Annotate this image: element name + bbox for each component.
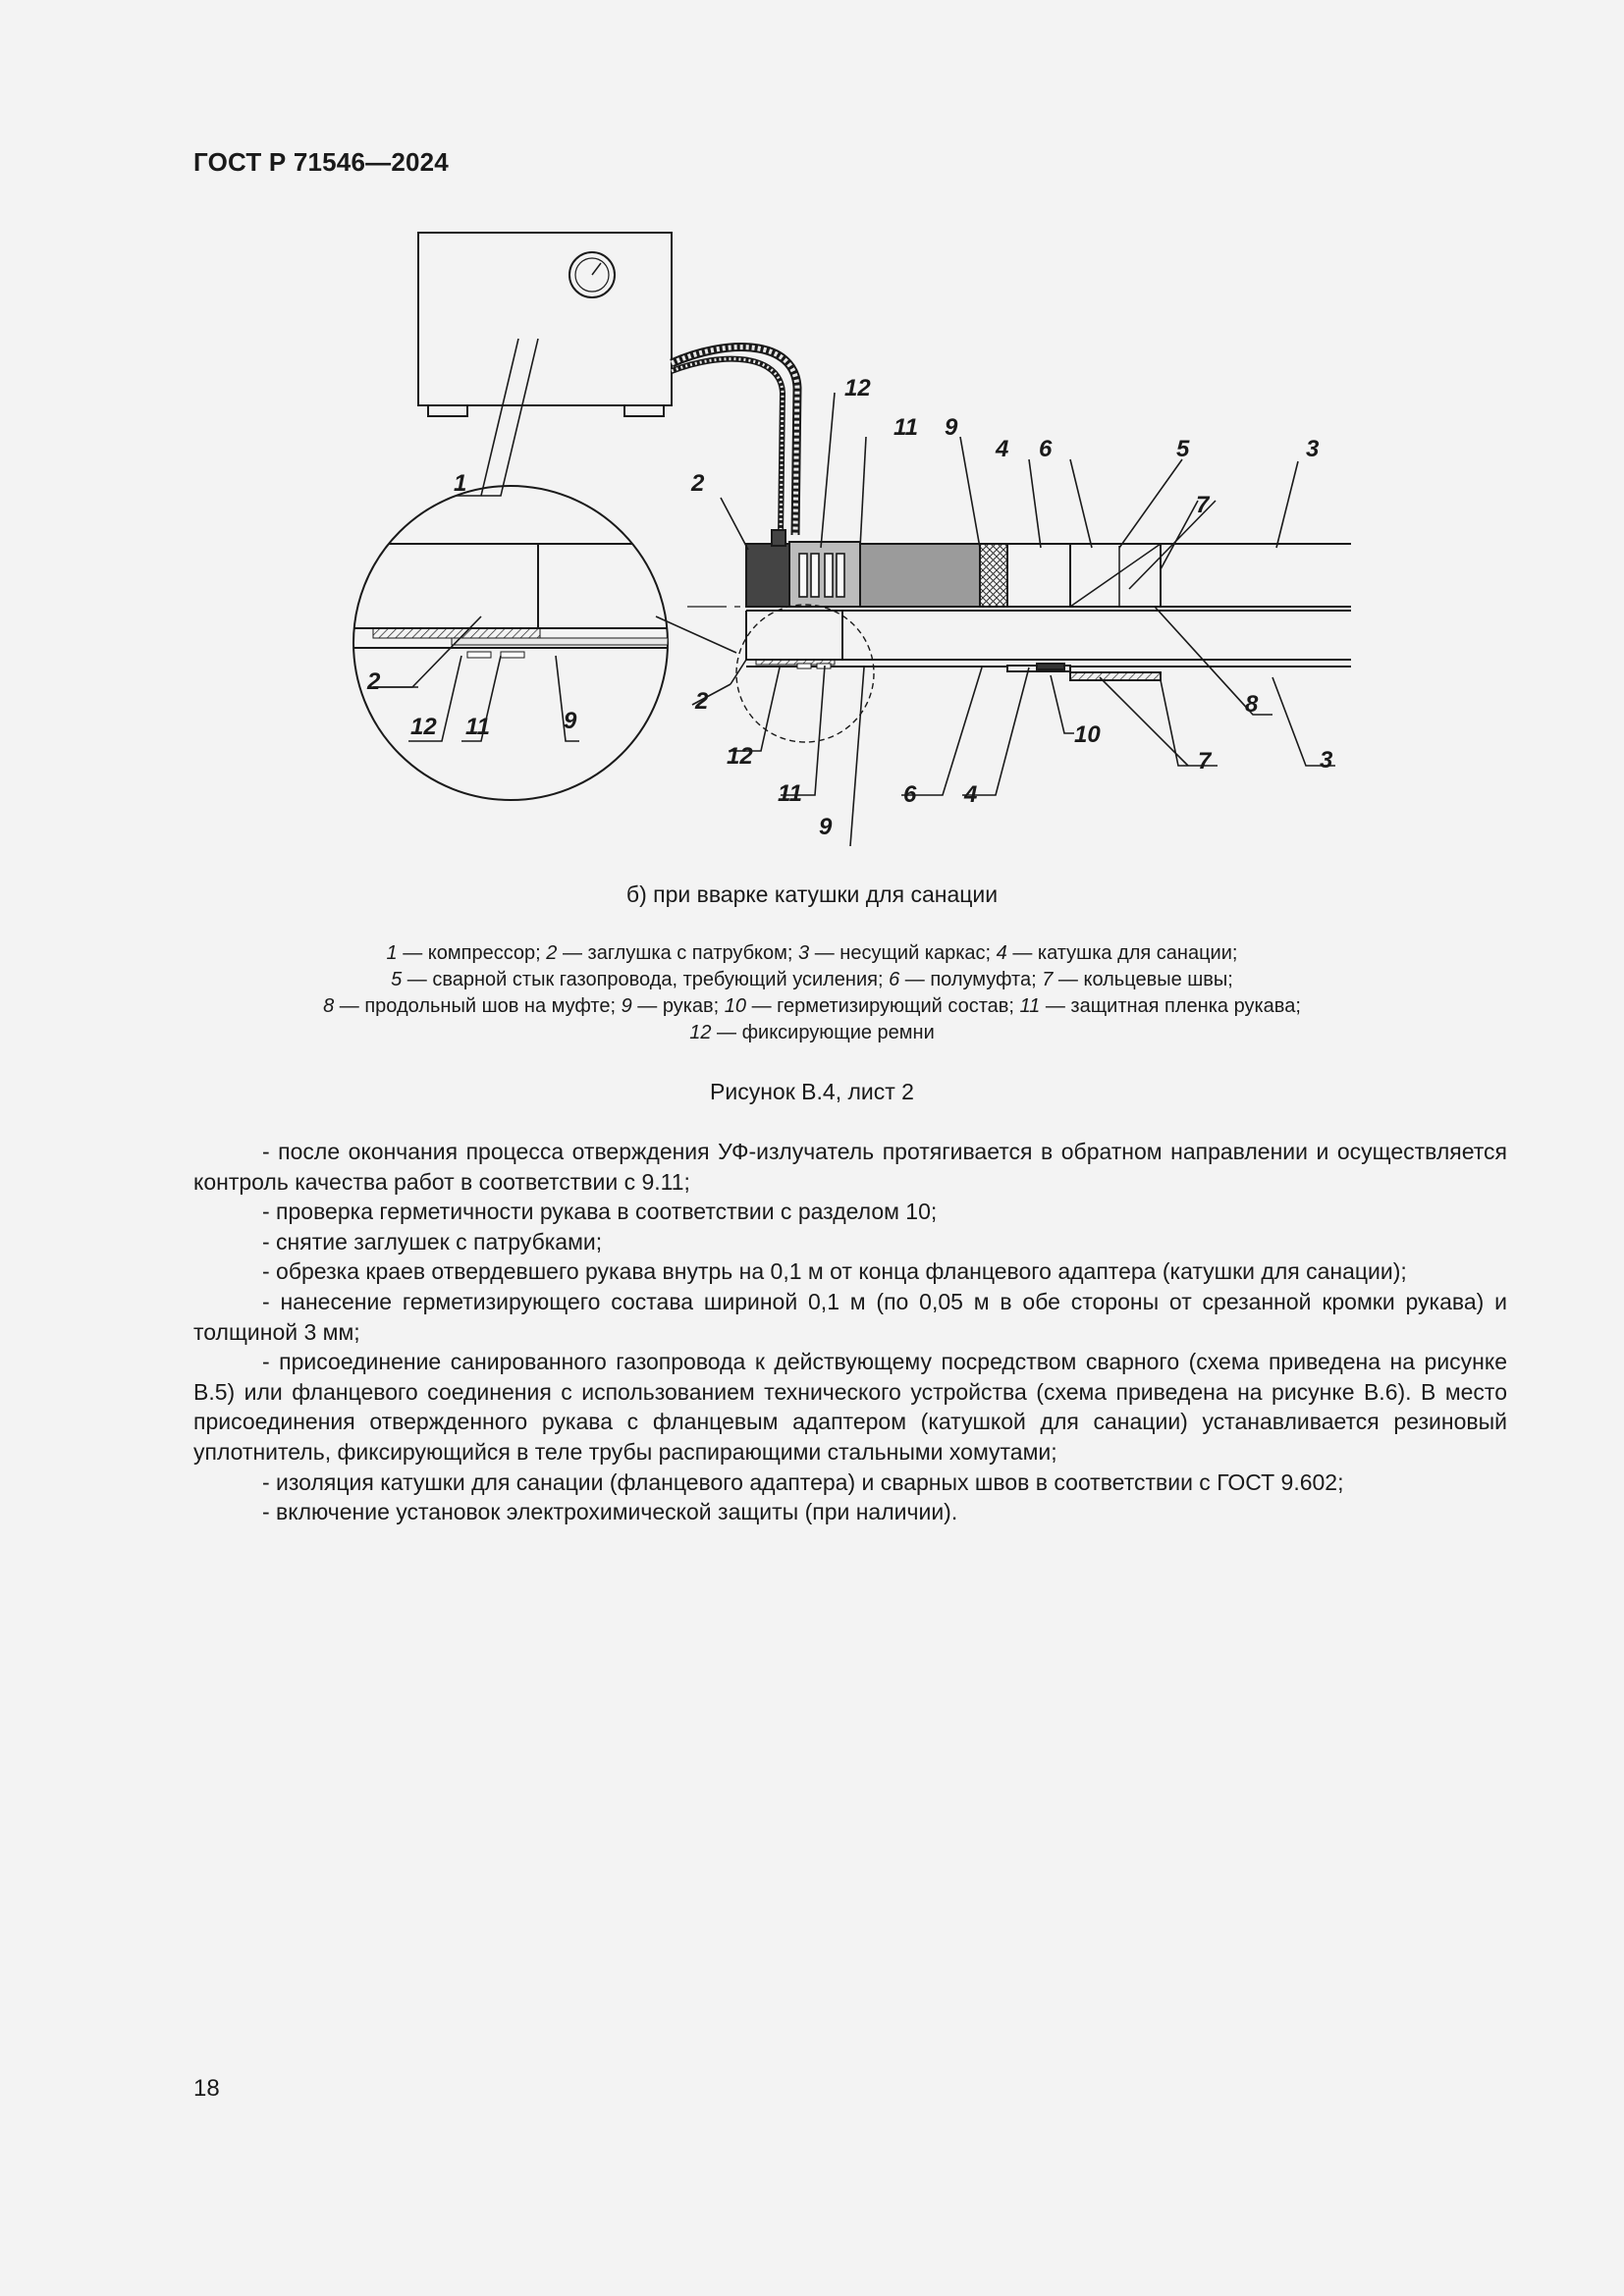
callout-3-upper: 3 (1306, 436, 1320, 462)
callout-9-detail: 9 (564, 708, 577, 734)
body-text (193, 1137, 1507, 1527)
callout-12-detail: 12 (410, 714, 437, 740)
legend-number: 7 (1042, 969, 1054, 990)
callout-6-lower: 6 (903, 781, 917, 808)
callout-2-main: 2 (691, 470, 705, 497)
legend-line (0, 967, 1624, 993)
figure-legend (0, 940, 1624, 1046)
legend-text: — компрессор; (397, 942, 547, 964)
technical-drawing (0, 0, 1624, 869)
list-item: - включение установок электрохимической защиты (при наличии). (262, 1499, 958, 1525)
legend-number: 2 (546, 942, 558, 964)
callout-8: 8 (1245, 691, 1259, 718)
page-number: 18 (193, 2075, 220, 2102)
legend-text: — фиксирующие ремни (711, 1022, 935, 1043)
legend-text: — катушка для санации; (1006, 942, 1238, 964)
callout-5: 5 (1176, 436, 1190, 462)
legend-number: 8 (323, 995, 335, 1017)
legend-text: — герметизирующий состав; (746, 995, 1020, 1017)
callout-3-lower: 3 (1320, 747, 1333, 774)
legend-line (0, 993, 1624, 1020)
pipe-assembly (687, 530, 1355, 680)
legend-text: — сварной стык газопровода, требующий усиления; (402, 969, 890, 990)
callout-1: 1 (454, 470, 467, 497)
callout-11-detail: 11 (465, 714, 490, 740)
legend-text: — заглушка с патрубком; (557, 942, 799, 964)
compressor-hose (672, 347, 797, 535)
legend-number: 9 (621, 995, 632, 1017)
callout-11-upper: 11 (893, 414, 918, 441)
list-item: - нанесение герметизирующего состава шириной 0,1 м (по 0,05 м в обе стороны от срезанной кромки рукава) и толщиной 3 мм; (193, 1288, 1507, 1345)
compressor (418, 233, 672, 416)
legend-number: 5 (391, 969, 403, 990)
figure-title: Рисунок В.4, лист 2 (710, 1079, 914, 1104)
legend-number: 1 (386, 942, 398, 964)
callout-2-detail: 2 (367, 668, 381, 695)
legend-text: — кольцевые швы; (1053, 969, 1233, 990)
callout-2-lower: 2 (695, 688, 709, 715)
callout-4-upper: 4 (996, 436, 1009, 462)
legend-number: 3 (798, 942, 810, 964)
legend-line (0, 1020, 1624, 1046)
callout-11-lower: 11 (778, 780, 802, 807)
legend-text: — полумуфта; (899, 969, 1043, 990)
figure-subcaption: б) при вварке катушки для санации (625, 881, 999, 907)
list-item: - проверка герметичности рукава в соответствии с разделом 10; (262, 1199, 938, 1225)
callout-6-upper: 6 (1039, 436, 1053, 462)
list-item: - обрезка краев отвердевшего рукава внутрь на 0,1 м от конца фланцевого адаптера (катушки для санации); (262, 1258, 1407, 1285)
callout-9-upper: 9 (945, 414, 958, 441)
legend-number: 11 (1019, 995, 1041, 1017)
callout-4-lower: 4 (964, 781, 978, 808)
legend-number: 4 (996, 942, 1007, 964)
legend-text: — несущий каркас; (809, 942, 997, 964)
callout-7-upper: 7 (1196, 492, 1210, 518)
list-item: - изоляция катушки для санации (фланцевого адаптера) и сварных швов в соответствии с ГОСТ 9.602; (262, 1468, 1344, 1495)
callout-9-lower: 9 (819, 814, 833, 840)
list-item: - снятие заглушек с патрубками; (262, 1228, 603, 1255)
legend-text: — рукав; (631, 995, 725, 1017)
legend-line (0, 940, 1624, 967)
pressure-gauge (569, 252, 615, 297)
callout-10: 10 (1074, 721, 1101, 748)
list-item: - присоединение санированного газопровода к действующему посредством сварного (схема приведена на рисунке В.5) или фланцевого соединения с использованием технического устройства (схема приведена на рисунке В.6). В место присоединения отвержденного рукава с фланцевым адаптером (катушкой для санации) устанавливается резиновый уплотнитель, фиксирующийся в теле трубы распирающими стальными хомутами; (193, 1349, 1507, 1465)
legend-text: — защитная пленка рукава; (1040, 995, 1301, 1017)
legend-text: — продольный шов на муфте; (334, 995, 622, 1017)
legend-number: 6 (889, 969, 900, 990)
legend-number: 10 (724, 995, 747, 1017)
callout-12-upper: 12 (844, 375, 871, 401)
callout-12-lower: 12 (727, 743, 753, 770)
callout-7-lower: 7 (1198, 748, 1212, 774)
list-item: - после окончания процесса отверждения УФ-излучатель протягивается в обратном направлении и осуществляется контроль качества работ в соответствии с 9.11; (193, 1139, 1507, 1195)
document-header: ГОСТ Р 71546—2024 (193, 147, 449, 177)
legend-number: 12 (689, 1022, 712, 1043)
